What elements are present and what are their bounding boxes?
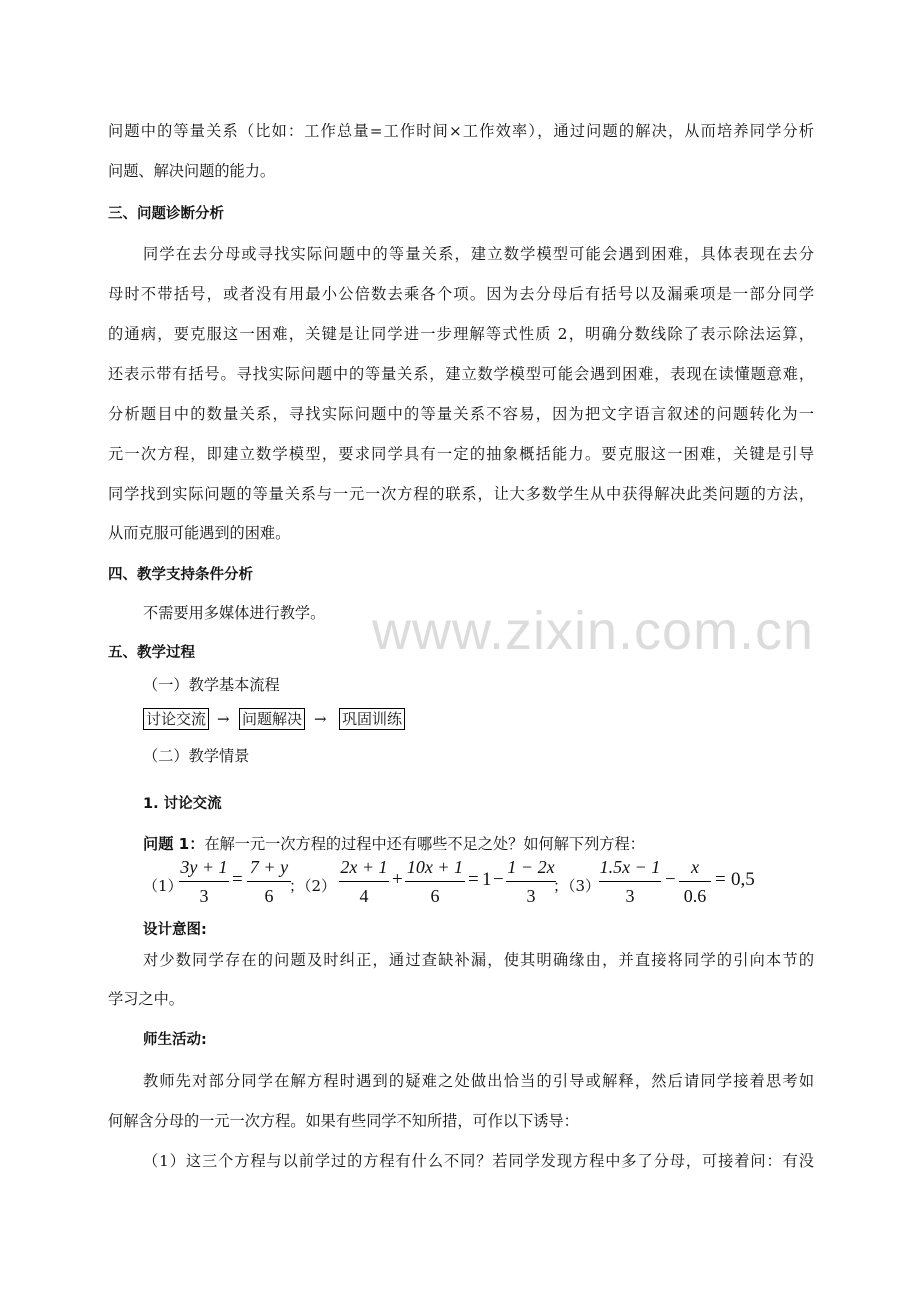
equation-label: ；（3） (553, 877, 601, 895)
numerator: 7 + y (249, 857, 289, 877)
paragraph-line: 不需要用多媒体进行教学。 (143, 604, 326, 622)
part-heading: 1. 讨论交流 (143, 796, 222, 812)
equation-label: ；（2） (289, 877, 337, 895)
denominator: 3 (199, 886, 209, 906)
paragraph-line: 学习之中。 (108, 990, 184, 1008)
fraction (405, 855, 465, 908)
paragraph-line: 还表示带有括号。寻找实际问题中的等量关系，建立数学模型可能会遇到困难，表现在读懂题意难， (108, 365, 814, 383)
numerator: 2x + 1 (340, 857, 388, 877)
subsection-heading: （一）教学基本流程 (143, 676, 280, 694)
paragraph-line: 从而克服可能遇到的困难。 (108, 524, 291, 542)
paragraph-line: 母时不带括号，或者没有用最小公倍数去乘各个项。因为去分母后有括号以及漏乘项是一部分同学 (108, 285, 814, 303)
question-text: 在解一元一次方程的过程中还有哪些不足之处？如何解下列方程： (204, 835, 645, 853)
numerator: 3y + 1 (180, 857, 228, 877)
fraction (506, 855, 556, 908)
paragraph-line: 问题、解决问题的能力。 (108, 162, 276, 180)
numerator: 10x + 1 (406, 857, 464, 877)
constant: 0,5 (731, 869, 755, 890)
numerator: 1.5x − 1 (599, 857, 661, 877)
subsection-heading: （二）教学情景 (143, 747, 250, 765)
paragraph-line: 何解含分母的一元一次方程。如果有些同学不知所措，可作以下诱导： (108, 1112, 579, 1130)
denominator: 0.6 (683, 886, 707, 906)
paragraph-line: 问题中的等量关系（比如：工作总量=工作时间×工作效率），通过问题的解决，从而培养同学分析 (108, 122, 814, 140)
flow-step-consolidation: 巩固训练 (339, 708, 405, 730)
fraction (179, 855, 229, 908)
numerator: 1 − 2x (507, 857, 555, 877)
section-heading: 三、问题诊断分析 (108, 206, 224, 222)
numerator: x (691, 857, 699, 877)
watermark: www.zixin.com.cn (372, 601, 815, 661)
paragraph-line: 同学在去分母或寻找实际问题中的等量关系，建立数学模型可能会遇到困难，具体表现在去分 (143, 245, 814, 263)
denominator: 4 (359, 886, 369, 906)
equations: （1） 3y + 1 3 = 7 + y 6 ；（2） 2x + 1 4 + 10x + 1 6 = 1 − 1 − 2x 3 ；（3） 1.5x − 1 3 − x 0.6 = 0,5 (143, 857, 755, 906)
fraction (679, 855, 711, 908)
denominator: 3 (526, 886, 536, 906)
equation-label: （1） (143, 877, 183, 895)
denominator: 6 (430, 886, 440, 906)
design-heading: 设计意图: (143, 922, 207, 938)
denominator: 6 (264, 886, 274, 906)
fraction (247, 855, 291, 908)
paragraph-line: 元一次方程，即建立数学模型，要求同学具有一定的抽象概括能力。要克服这一困难，关键是引导 (108, 445, 814, 463)
paragraph-line: 的通病，要克服这一困难，关键是让同学进一步理解等式性质 2，明确分数线除了表示除法运算， (108, 325, 814, 343)
activity-heading: 师生活动: (143, 1032, 207, 1048)
paragraph-line: 教师先对部分同学在解方程时遇到的疑难之处做出恰当的引导或解释，然后请同学接着思考如 (143, 1072, 814, 1090)
fraction (599, 855, 661, 908)
paragraph-line: （1）这三个方程与以前学过的方程有什么不同？若同学发现方程中多了分母，可接着问：有没 (143, 1152, 814, 1170)
flow-step-problem-solving: 问题解决 (239, 708, 305, 730)
paragraph-line: 对少数同学存在的问题及时纠正，通过查缺补漏，使其明确缘由，并直接将同学的引向本节的 (143, 951, 814, 969)
flow-step-discussion: 讨论交流 (143, 708, 209, 730)
arrow-right-icon: → (217, 710, 230, 728)
fraction (339, 855, 389, 908)
section-heading: 四、教学支持条件分析 (108, 567, 253, 583)
question-label: 问题 1： (143, 835, 205, 853)
denominator: 3 (625, 886, 635, 906)
question-line (143, 834, 849, 854)
paragraph-line: 同学找到实际问题的等量关系与一元一次方程的联系，让大多数学生从中获得解决此类问题的方法， (108, 485, 814, 503)
paragraph-line: 分析题目中的数量关系，寻找实际问题中的等量关系不容易，因为把文字语言叙述的问题转化为一 (108, 405, 814, 423)
constant: 1 (482, 869, 492, 890)
arrow-right-icon: → (314, 710, 327, 728)
section-heading: 五、教学过程 (108, 645, 195, 661)
